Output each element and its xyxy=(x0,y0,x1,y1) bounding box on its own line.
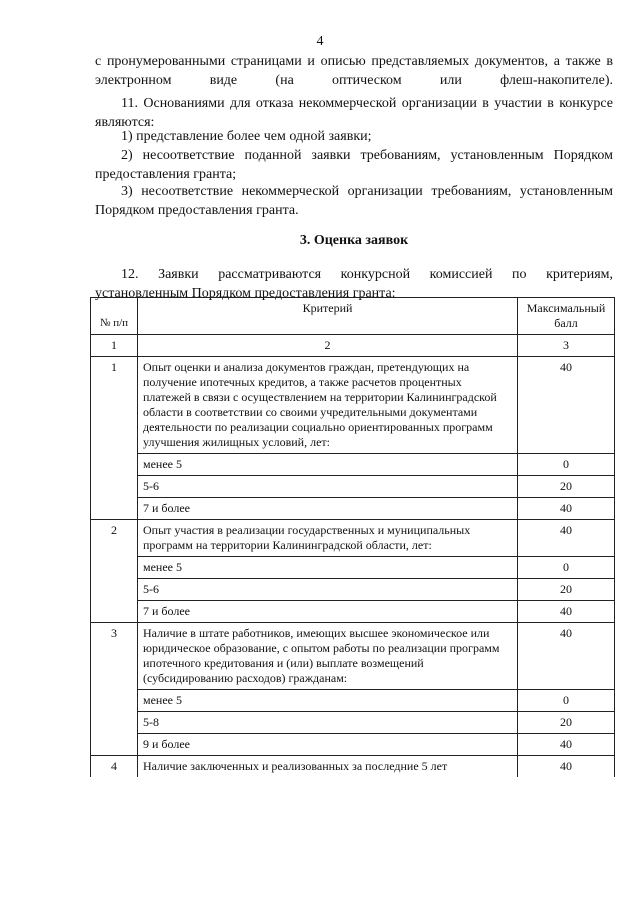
table-subrow xyxy=(91,690,615,712)
criterion-max-score: 40 xyxy=(518,756,615,778)
subcriterion-score: 40 xyxy=(518,734,615,756)
subcriterion-score: 20 xyxy=(518,476,615,498)
row-number: 3 xyxy=(91,623,138,690)
paragraph-11-item-3: 3) несоответствие некоммерческой организации требованиям, установленным Порядком предоставления гранта. xyxy=(95,184,613,218)
paragraph-continuation: с пронумерованными страницами и описью представляемых документов, а также в электронном виде (на оптическом или флеш-накопителе). xyxy=(95,54,613,88)
paragraph-11-item-1: 1) представление более чем одной заявки; xyxy=(121,129,372,144)
table-subrow xyxy=(91,579,615,601)
criterion-text: Опыт оценки и анализа документов граждан, претендующих на получение ипотечных кредитов, а также расчетов процентных платежей в связи с осуществлением на территории Калининградской области в соответствии со своими учредительными документами деятельности по реализации социально ориентированных программ улучшения жилищных условий, лет: xyxy=(138,357,518,454)
subcriterion-score: 0 xyxy=(518,557,615,579)
page-number: 4 xyxy=(316,34,324,49)
table-subrow xyxy=(91,454,615,476)
subcriterion-label: менее 5 xyxy=(138,454,518,476)
header-score: Максимальный балл xyxy=(518,298,615,335)
criterion-max-score: 40 xyxy=(518,623,615,690)
subcriterion-score: 20 xyxy=(518,712,615,734)
subcriterion-label: 5-6 xyxy=(138,476,518,498)
paragraph-11-item-2: 2) несоответствие поданной заявки требованиям, установленным Порядком предоставления гранта; xyxy=(95,148,613,182)
paragraph-11: 11. Основаниями для отказа некоммерческой организации в участии в конкурсе являются: xyxy=(95,96,613,130)
subcriterion-score: 0 xyxy=(518,454,615,476)
column-number: 3 xyxy=(518,335,615,357)
table-row xyxy=(91,756,615,778)
table-row xyxy=(91,357,615,454)
table-header-row xyxy=(91,298,615,335)
column-number: 1 xyxy=(91,335,138,357)
table-column-numbers-row xyxy=(91,335,615,357)
header-num: № п/п xyxy=(91,298,138,335)
table-subrow xyxy=(91,498,615,520)
criterion-text: Наличие заключенных и реализованных за последние 5 лет xyxy=(138,756,518,778)
table-row xyxy=(91,520,615,557)
subcriterion-score: 40 xyxy=(518,601,615,623)
subcriterion-score: 0 xyxy=(518,690,615,712)
criterion-max-score: 40 xyxy=(518,357,615,454)
criterion-text: Опыт участия в реализации государственных и муниципальных программ на территории Калининградской области, лет: xyxy=(138,520,518,557)
subcriterion-label: менее 5 xyxy=(138,690,518,712)
section-heading: 3. Оценка заявок xyxy=(299,233,409,248)
criterion-text: Наличие в штате работников, имеющих высшее экономическое или юридическое образование, с опытом работы по реализации программ ипотечного кредитования и (или) выплате возмещений (субсидированию расходов) гражданам: xyxy=(138,623,518,690)
row-number: 1 xyxy=(91,357,138,454)
criteria-table xyxy=(90,297,615,777)
header-criterion: Критерий xyxy=(138,298,518,335)
criterion-max-score: 40 xyxy=(518,520,615,557)
table-subrow xyxy=(91,476,615,498)
table-subrow xyxy=(91,712,615,734)
table-subrow xyxy=(91,601,615,623)
row-number: 4 xyxy=(91,756,138,778)
subcriterion-label: менее 5 xyxy=(138,557,518,579)
subcriterion-score: 20 xyxy=(518,579,615,601)
column-number: 2 xyxy=(138,335,518,357)
subcriterion-label: 5-8 xyxy=(138,712,518,734)
subcriterion-label: 9 и более xyxy=(138,734,518,756)
subcriterion-label: 7 и более xyxy=(138,498,518,520)
row-number: 2 xyxy=(91,520,138,557)
subcriterion-score: 40 xyxy=(518,498,615,520)
table-subrow xyxy=(91,734,615,756)
subcriterion-label: 7 и более xyxy=(138,601,518,623)
subcriterion-label: 5-6 xyxy=(138,579,518,601)
table-row xyxy=(91,623,615,690)
paragraph-12: 12. Заявки рассматриваются конкурсной комиссией по критериям, установленным Порядком предоставления гранта: xyxy=(95,267,613,301)
table-subrow xyxy=(91,557,615,579)
